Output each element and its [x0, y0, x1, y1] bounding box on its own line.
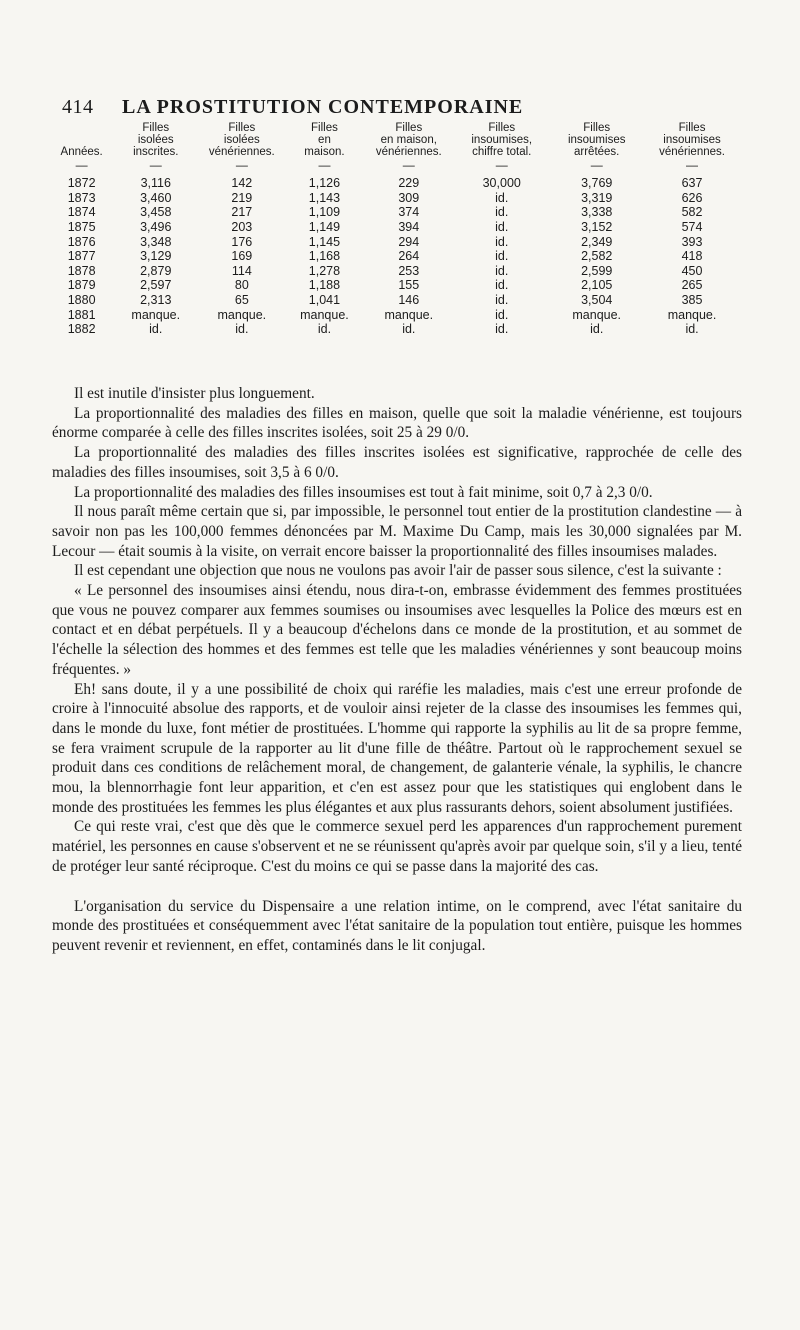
value-cell: 65 — [234, 293, 249, 308]
value-cell: 265 — [681, 278, 703, 293]
table-row — [50, 307, 740, 322]
value-cell: id. — [149, 322, 163, 337]
paragraph: Il est cependant une objection que nous ne voulons pas avoir l'air de passer sous silence, c'est la suivante : — [74, 562, 722, 580]
value-cell: 176 — [231, 234, 253, 249]
value-cell: id. — [590, 322, 604, 337]
paragraph: La proportionnalité des maladies des filles insoumises est tout à fait minime, soit 0,7 à 2,3 0/0. — [74, 483, 653, 501]
table-header-row — [50, 122, 740, 160]
value-cell: id. — [495, 307, 509, 322]
value-cell: 3,116 — [140, 176, 171, 191]
column-header: Filles insoumises, chiffre total. — [471, 122, 533, 158]
dash: — — [495, 158, 508, 172]
value-cell: 1,188 — [308, 278, 341, 293]
value-cell: id. — [235, 322, 249, 337]
value-cell: 155 — [398, 278, 420, 293]
value-cell: 418 — [681, 249, 703, 264]
dash: — — [75, 158, 88, 172]
value-cell: 309 — [398, 190, 420, 205]
value-cell: id. — [495, 190, 509, 205]
value-cell: 294 — [398, 234, 420, 249]
column-header: Filles insoumises arrêtées. — [567, 122, 626, 158]
value-cell: 3,496 — [140, 220, 172, 235]
value-cell: manque. — [384, 307, 434, 322]
table-row — [50, 322, 740, 337]
value-cell: 1,109 — [308, 205, 341, 220]
value-cell: 217 — [231, 205, 253, 220]
year-cell: 1878 — [67, 263, 96, 278]
year-cell: 1879 — [67, 278, 96, 293]
table-row — [50, 234, 740, 249]
year-cell: 1873 — [67, 190, 96, 205]
table-row — [50, 205, 740, 220]
value-cell: 3,460 — [140, 190, 172, 205]
table-row — [50, 264, 740, 279]
value-cell: 582 — [681, 205, 703, 220]
value-cell: 3,504 — [581, 293, 613, 308]
paragraph: L'organisation du service du Dispensaire a une relation intime, on le comprend, avec l'état sanitaire du monde des prostituées et conséquemment avec l'état sanitaire de la population tout entière, puisque les hommes peuvent revenir et reviennent, en effet, contaminés dans le lit conjugal. — [52, 897, 742, 954]
dash: — — [402, 158, 415, 172]
value-cell: 3,769 — [581, 176, 613, 191]
value-cell: 142 — [231, 176, 253, 191]
value-cell: 2,599 — [581, 263, 613, 278]
value-cell: id. — [495, 205, 509, 220]
value-cell: 2,313 — [140, 293, 172, 308]
value-cell: 3,152 — [581, 220, 613, 235]
value-cell: 1,168 — [308, 249, 341, 264]
value-cell: manque. — [300, 307, 349, 322]
value-cell: 1,143 — [308, 190, 341, 205]
value-cell: 2,349 — [581, 234, 613, 249]
table-row — [50, 293, 740, 308]
value-cell: 264 — [398, 249, 420, 264]
table-row — [50, 278, 740, 293]
year-cell: 1877 — [67, 249, 96, 264]
table-row — [50, 191, 740, 206]
value-cell: id. — [495, 322, 509, 337]
value-cell: 2,597 — [140, 278, 172, 293]
year-cell: 1882 — [67, 322, 96, 337]
value-cell: 3,129 — [140, 249, 172, 264]
value-cell: 229 — [398, 176, 420, 191]
column-header: Filles insoumises vénériennes. — [659, 122, 725, 158]
value-cell: 626 — [681, 190, 703, 205]
paragraph: La proportionnalité des maladies des filles en maison, quelle que soit la maladie vénérienne, est toujours énorme comparée à celle des filles inscrites isolées, soit 25 à 29 0/0. — [52, 404, 742, 442]
value-cell: 1,278 — [308, 263, 341, 278]
value-cell: 3,338 — [581, 205, 613, 220]
value-cell: 1,126 — [308, 176, 341, 191]
value-cell: manque. — [667, 307, 717, 322]
year-cell: 1881 — [67, 307, 96, 322]
value-cell: 146 — [398, 293, 420, 308]
value-cell: id. — [317, 322, 332, 337]
value-cell: manque. — [572, 307, 622, 322]
dash: — — [686, 158, 699, 172]
value-cell: id. — [685, 322, 699, 337]
statistics-table — [50, 122, 740, 337]
value-cell: 203 — [231, 220, 253, 235]
column-header: Filles isolées inscrites. — [133, 122, 179, 158]
value-cell: 385 — [681, 293, 703, 308]
value-cell: id. — [495, 278, 509, 293]
dash-row — [50, 160, 740, 176]
value-cell: id. — [495, 293, 509, 308]
value-cell: 394 — [398, 220, 420, 235]
value-cell: 3,319 — [581, 190, 613, 205]
year-cell: 1876 — [67, 234, 96, 249]
value-cell: 3,458 — [140, 205, 172, 220]
value-cell: 574 — [681, 220, 703, 235]
paragraph: Il est inutile d'insister plus longuement. — [74, 385, 315, 402]
value-cell: 450 — [681, 263, 703, 278]
value-cell: 2,105 — [581, 278, 613, 293]
table-row — [50, 249, 740, 264]
year-cell: 1874 — [67, 205, 96, 220]
year-cell: 1875 — [67, 220, 96, 235]
value-cell: 2,582 — [581, 249, 613, 264]
value-cell: id. — [495, 249, 509, 264]
value-cell: 169 — [231, 249, 253, 264]
paragraph: Ce qui reste vrai, c'est que dès que le commerce sexuel perd les apparences d'un rapprochement purement matériel, les personnes en cause s'observent et ne se réunissent qu'après avoir par quelque soin, s'il y a lieu, tenté de protéger leur santé réciproque. C'est du moins ce qui se passe dans la majorité des cas. — [52, 818, 742, 875]
paragraph: La proportionnalité des maladies des filles inscrites isolées est significative, rapprochée de celle des maladies des filles insoumises, soit 3,5 à 6 0/0. — [52, 444, 742, 481]
value-cell: 114 — [231, 263, 252, 278]
table-row — [50, 176, 740, 191]
table-row — [50, 220, 740, 235]
dash: — — [235, 158, 248, 172]
value-cell: 637 — [681, 176, 703, 191]
value-cell: 1,145 — [308, 234, 341, 249]
body-text — [52, 384, 742, 956]
dash: — — [149, 158, 162, 172]
column-header: Filles en maison. — [304, 122, 345, 158]
column-header: Filles en maison, vénériennes. — [375, 122, 442, 158]
value-cell: 2,879 — [140, 263, 172, 278]
value-cell: 1,149 — [308, 220, 341, 235]
value-cell: 1,041 — [308, 293, 341, 308]
year-cell: 1880 — [67, 293, 96, 308]
value-cell: 3,348 — [140, 234, 172, 249]
running-title: LA PROSTITUTION CONTEMPORAINE — [122, 96, 524, 118]
column-header: Filles isolées vénériennes. — [208, 122, 275, 158]
page-number: 414 — [62, 96, 94, 118]
value-cell: manque. — [217, 307, 267, 322]
paragraph: Eh! sans doute, il y a une possibilité de choix qui raréfie les maladies, mais c'est une erreur profonde de croire à l'innocuité absolue des rapports, et de vouloir ainsi rejeter de la classe des insoumises les femmes qui, dans le monde du luxe, font métier de prostituées. L'homme qui rapporte la syphilis au lit de sa propre femme, se fera vraiment scrupule de la rapporter au lit d'une fille de théâtre. Partout où le rapprochement sexuel se produit dans ces conditions de relâchement moral, de changement, de galanterie vénale, la syphilis, le chancre mou, la blennorrhagie font leur apparition, et c'en est assez pour que les statistiques qui englobent dans le monde des prostituées les femmes les plus élégantes et aux plus rassurants dehors, soient absolument justifiées. — [52, 680, 742, 816]
value-cell: id. — [495, 234, 509, 249]
value-cell: 374 — [398, 205, 420, 220]
year-cell: 1872 — [67, 176, 96, 191]
value-cell: manque. — [131, 307, 181, 322]
value-cell: 219 — [231, 190, 253, 205]
value-cell: 80 — [234, 278, 249, 293]
column-header: Années. — [60, 146, 103, 158]
dash: — — [590, 158, 603, 172]
value-cell: id. — [402, 322, 416, 337]
value-cell: 253 — [398, 263, 420, 278]
value-cell: 30,000 — [482, 176, 521, 191]
value-cell: id. — [495, 220, 509, 235]
value-cell: id. — [495, 263, 509, 278]
paragraph: « Le personnel des insoumises ainsi étendu, nous dira-t-on, embrasse évidemment des femmes prostituées que vous ne pouvez comparer aux femmes soumises ou insoumises avec lesquelles la Police des mœurs est en contact et en débat perpétuels. Il y a beaucoup d'échelons dans ce monde de la prostitution, et au sommet de l'échelle la sélection des hommes et des femmes est telle que les maladies vénériennes y sont beaucoup moins fréquentes. » — [52, 582, 742, 678]
value-cell: 393 — [681, 234, 703, 249]
dash: — — [318, 158, 331, 172]
paragraph: Il nous paraît même certain que si, par impossible, le personnel tout entier de la prostitution clandestine — à savoir non pas les 100,000 femmes dénoncées par M. Maxime Du Camp, mais les 30,000 signalées par M. Lecour — était soumis à la visite, on verrait encore baisser la proportionnalité des filles insoumises malades. — [52, 503, 742, 560]
